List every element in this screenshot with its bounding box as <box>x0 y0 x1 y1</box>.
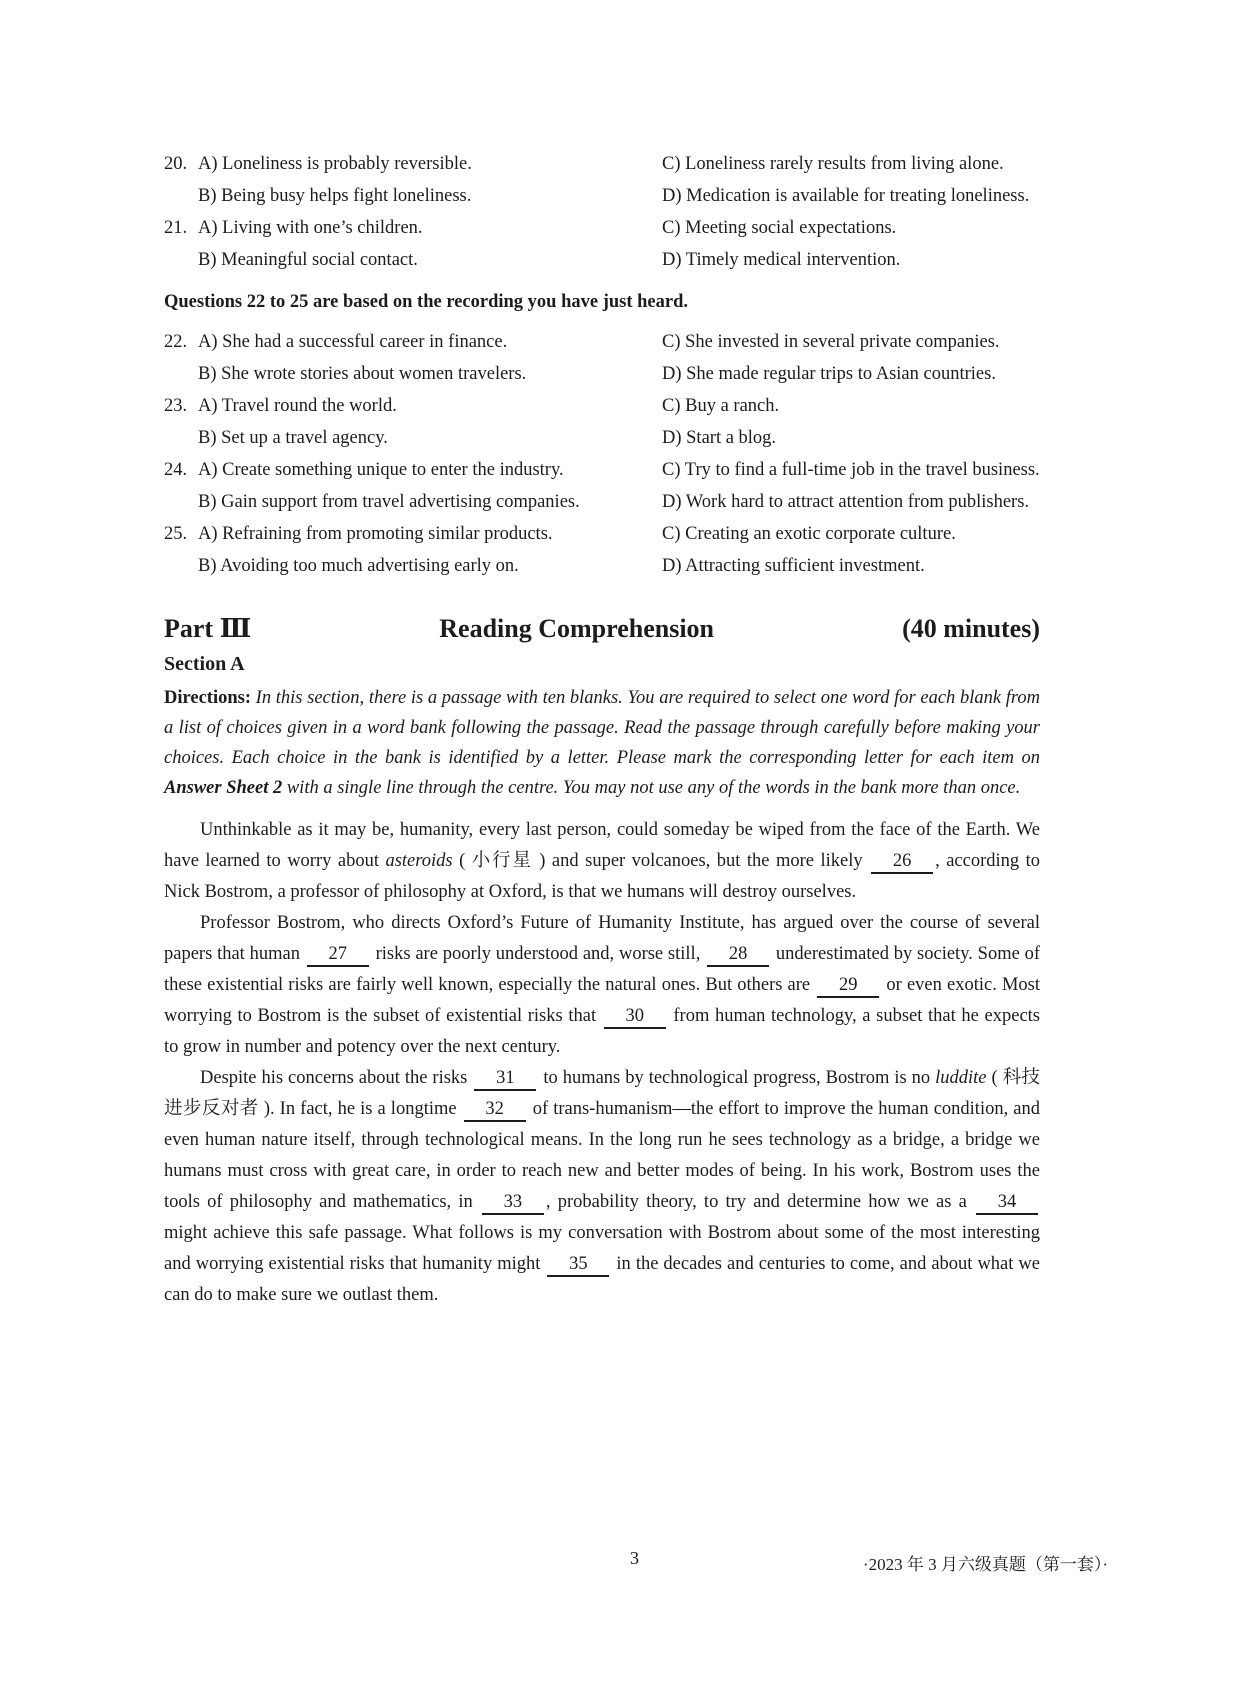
text-segment: , according to Nick Bostrom, a professor of philosophy at Oxford, is that we humans will destroy ourselves. <box>164 851 1041 902</box>
option-left: B) Being busy helps fight loneliness. <box>198 186 472 206</box>
option-right: C) She invested in several private companies. <box>662 332 1000 352</box>
option-right: D) Attracting sufficient investment. <box>662 556 925 576</box>
option-right: C) Creating an exotic corporate culture. <box>662 524 956 544</box>
option-right: D) Medication is available for treating loneliness. <box>662 186 1030 206</box>
text-segment: Despite his concerns about the risks <box>200 1068 473 1088</box>
text-segment: In this section, there is a passage with ten blanks. You are required to select one word for each blank from a list of choices given in a word bank following the passage. Read the passage through carefully before making your choices. Each choice in the bank is identified by a letter. Please mark the corresponding letter for each item on <box>164 688 1040 768</box>
text-segment: with a single line through the centre. You may not use any of the words in the bank more than once. <box>282 778 1021 798</box>
text-segment: to humans by technological progress, Bostrom is no <box>538 1068 936 1088</box>
recording-note: Questions 22 to 25 are based on the recording you have just heard. <box>164 292 689 312</box>
cloze-passage <box>164 815 1040 1311</box>
blank-35: 35 <box>547 1253 609 1277</box>
questions-20-21 <box>164 148 1040 276</box>
text-segment: ( 小行星 ) and super volcanoes, but the more likely <box>452 851 870 871</box>
text-segment: ( 科技进步反对者 ). In fact, he is a longtime <box>164 1068 1040 1119</box>
question-row <box>164 180 1040 212</box>
question-number: 22. <box>164 332 188 352</box>
question-number: 25. <box>164 524 188 544</box>
text-segment: Directions: <box>164 688 256 708</box>
question-row <box>164 454 1040 486</box>
question-number: 23. <box>164 396 188 416</box>
question-row <box>164 390 1040 422</box>
section-label: Section A <box>164 653 245 675</box>
option-left: A) Living with one’s children. <box>198 218 423 238</box>
option-left: A) Loneliness is probably reversible. <box>198 154 472 174</box>
text-segment: luddite <box>935 1068 987 1088</box>
text-segment: or even exotic. Most worrying to Bostrom is the subset of existential risks that <box>164 975 1040 1026</box>
question-number: 20. <box>164 154 188 174</box>
part-title: Reading Comprehension <box>439 614 715 643</box>
question-row <box>164 518 1040 550</box>
footer-edition: ·2023 年 3 月六级真题（第一套）· <box>862 1555 1108 1574</box>
question-row <box>164 486 1040 518</box>
part-duration: (40 minutes) <box>902 614 1040 643</box>
text-segment: Professor Bostrom, who directs Oxford’s Future of Humanity Institute, has argued over the course of several papers that human <box>164 913 1040 964</box>
directions-text <box>164 683 1040 803</box>
option-left: B) Set up a travel agency. <box>198 428 388 448</box>
text-segment: asteroids <box>385 851 453 871</box>
text-segment: might achieve this safe passage. What follows is my conversation with Bostrom about some of the most interesting and worrying existential risks that humanity might <box>164 1223 1040 1274</box>
passage-paragraph <box>164 1063 1040 1311</box>
question-number: 24. <box>164 460 188 480</box>
text-segment: , probability theory, to try and determine how we as a <box>545 1192 974 1212</box>
text-segment: underestimated by society. Some of these existential risks are fairly well known, especially the natural ones. But others are <box>164 944 1041 995</box>
text-segment: risks are poorly understood and, worse still, <box>370 944 706 964</box>
option-left: B) She wrote stories about women travelers. <box>198 364 527 384</box>
text-segment: Answer Sheet 2 <box>164 778 283 798</box>
text-segment: of trans-humanism—the effort to improve the human condition, and even human nature itself, through technological means. In the long run he sees technology as a bridge, a bridge we humans must cross with great care, in order to reach new and better modes of being. In his work, Bostrom uses the tools of philosophy and mathematics, in <box>164 1099 1040 1212</box>
question-row <box>164 422 1040 454</box>
option-left: A) Create something unique to enter the industry. <box>198 460 564 480</box>
option-right: C) Meeting social expectations. <box>662 218 897 238</box>
page-content <box>164 148 1040 1311</box>
blank-31: 31 <box>474 1067 536 1091</box>
blank-27: 27 <box>307 943 369 967</box>
option-left: B) Meaningful social contact. <box>198 250 418 270</box>
option-left: A) She had a successful career in finance. <box>198 332 508 352</box>
passage-paragraph <box>164 815 1040 908</box>
option-right: C) Buy a ranch. <box>662 396 780 416</box>
blank-29: 29 <box>817 974 879 998</box>
blank-30: 30 <box>604 1005 666 1029</box>
option-right: C) Try to find a full-time job in the travel business. <box>662 460 1040 480</box>
questions-22-25 <box>164 326 1040 582</box>
option-left: B) Avoiding too much advertising early on. <box>198 556 519 576</box>
blank-34: 34 <box>976 1191 1038 1215</box>
page-number: 3 <box>630 1548 639 1568</box>
question-row <box>164 148 1040 180</box>
text-segment: in the decades and centuries to come, and about what we can do to make sure we outlast them. <box>164 1254 1040 1305</box>
option-right: D) Start a blog. <box>662 428 777 448</box>
option-left: A) Travel round the world. <box>198 396 397 416</box>
blank-26: 26 <box>871 850 933 874</box>
passage-paragraph <box>164 908 1040 1063</box>
part-label: Part Ⅲ <box>164 614 252 643</box>
question-number: 21. <box>164 218 188 238</box>
blank-32: 32 <box>464 1098 526 1122</box>
question-row <box>164 244 1040 276</box>
option-left: B) Gain support from travel advertising companies. <box>198 492 580 512</box>
question-row <box>164 326 1040 358</box>
option-left: A) Refraining from promoting similar products. <box>198 524 553 544</box>
option-right: D) Work hard to attract attention from publishers. <box>662 492 1030 512</box>
part-header <box>164 612 1040 646</box>
option-right: D) Timely medical intervention. <box>662 250 901 270</box>
question-row <box>164 212 1040 244</box>
question-row <box>164 358 1040 390</box>
option-right: D) She made regular trips to Asian countries. <box>662 364 996 384</box>
blank-28: 28 <box>707 943 769 967</box>
option-right: C) Loneliness rarely results from living alone. <box>662 154 1004 174</box>
question-row <box>164 550 1040 582</box>
blank-33: 33 <box>482 1191 544 1215</box>
text-segment: from human technology, a subset that he expects to grow in number and potency over the next century. <box>164 1006 1041 1057</box>
text-segment: Unthinkable as it may be, humanity, every last person, could someday be wiped from the face of the Earth. We have learned to worry about <box>164 820 1040 871</box>
